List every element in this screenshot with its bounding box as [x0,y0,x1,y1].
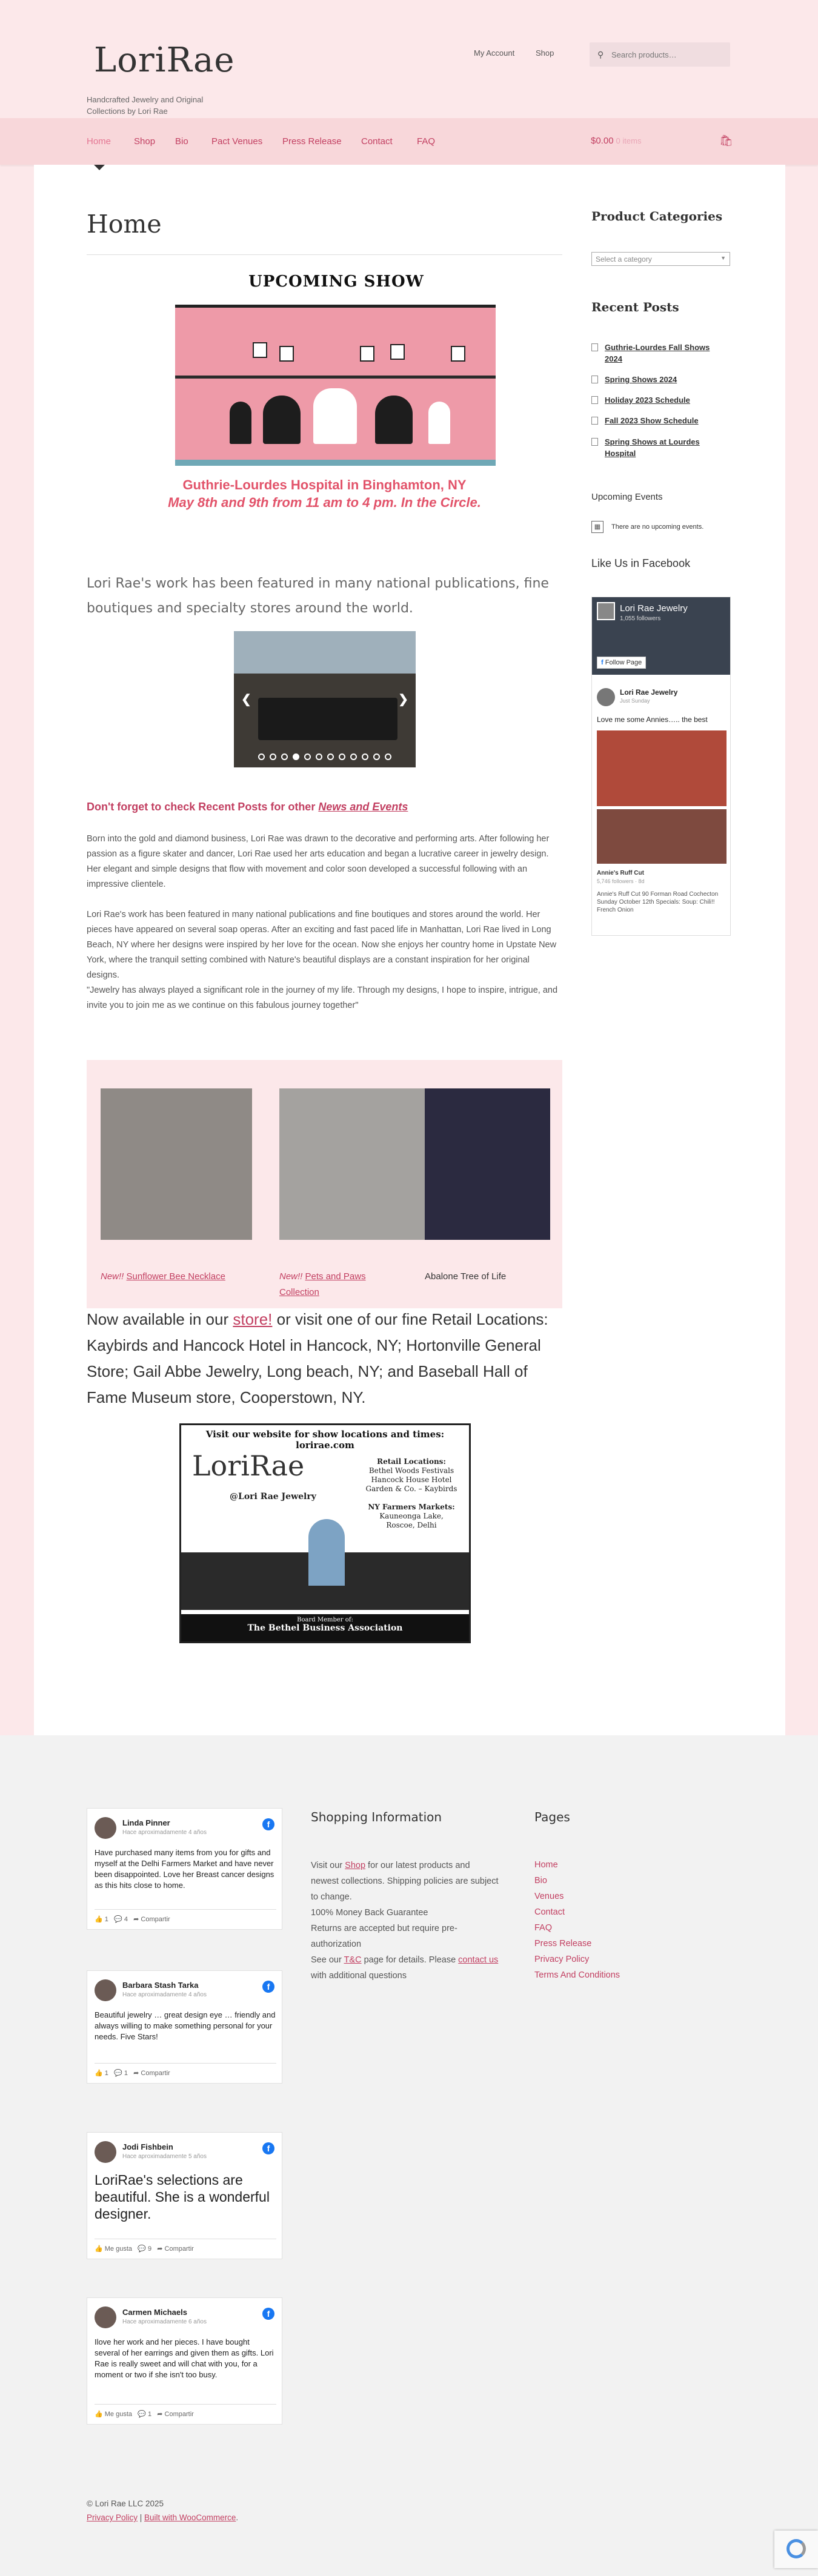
fb-shared-name: Annie's Ruff Cut [597,870,644,876]
review-name[interactable]: Linda Pinner [122,1818,170,1827]
flyer-retail-heading: Retail Locations: [377,1457,446,1466]
avatar [95,2306,116,2328]
search-icon: ⚲ [597,50,604,59]
search-input[interactable] [590,42,730,67]
like-button[interactable]: Me gusta [104,2245,133,2253]
basket-icon[interactable]: 🛍 [719,134,733,147]
product-image-sunflower[interactable] [101,1088,252,1240]
like-count[interactable]: 1 [104,1916,108,1923]
event-dates: May 8th and 9th from 11 am to 4 pm. In the Circle. [168,495,481,510]
shop-info-text: for our latest products and newest collections. Shipping policies are subject to change. [311,1861,499,1902]
bio-paragraph-1: Born into the gold and diamond business, Lori Rae was drawn to the decorative and performing arts. After following her passion as a figure skater and dancer, Lori Rae used her arts education and began a lucrative career in jewelry design. Her elegant and simple designs that flow with movement and color soon developed a successful following with an impressive clientele. [87,834,550,889]
post-icon [591,438,598,446]
pages-title: Pages [534,1810,570,1824]
like-button[interactable]: Me gusta [104,2411,133,2418]
lead-paragraph: Lori Rae's work has been featured in many national publications, fine boutiques and specialty stores around the world. [87,576,549,616]
retail-list: or visit one of our fine Retail Locations: Kaybirds and Hancock Hotel in Hancock, NY; Hortonville General Store; Gail Abbe Jewelry, Long beach, NY; and Baseball Hall of Fame Museum store, Cooperstown, NY. [87,1310,548,1406]
site-logo[interactable]: LoriRae [94,41,235,80]
footer-link-privacy[interactable]: Privacy Policy [534,1955,590,1964]
facebook-title: Like Us in Facebook [591,557,691,569]
facebook-icon[interactable]: f [262,1981,274,1993]
share-button[interactable]: Compartir [141,2070,170,2077]
title-divider [87,254,562,255]
post-icon [591,417,598,425]
review-card [87,2297,282,2425]
share-button[interactable]: Compartir [164,2411,194,2418]
product-caption-3: Abalone Tree of Life [425,1271,507,1282]
cart-total: $0.00 [591,136,614,146]
facebook-icon: f [601,659,605,666]
bio-paragraph-2: Lori Rae's work has been featured in many national publications and fine boutiques and stores around the world. Her pieces have appeared on several soap operas. After an exciting and fast paced life in Manhattan, Lori Rae lived in Long Beach, NY where her designs were inspired by her love for the ocean. Now she enjoys her country home in Upstate New York, where the tranquil setting combined with Nature's beautiful displays are a constant inspiration for her original designs. [87,910,557,980]
privacy-policy-link[interactable]: Privacy Policy [87,2513,138,2522]
category-select-value: Select a category [596,255,652,263]
post-icon [591,343,598,351]
my-account-link[interactable]: My Account [474,48,515,58]
avatar [95,1817,116,1839]
flyer-handle: @Lori Rae Jewelry [230,1492,316,1502]
footer-link-terms[interactable]: Terms And Conditions [534,1970,620,1980]
facebook-icon[interactable]: f [262,2308,274,2320]
avatar [95,1979,116,2001]
shopping-info-title: Shopping Information [311,1810,442,1824]
upcoming-events-title: Upcoming Events [591,492,663,502]
review-actions: 👍 1 💬 1 ➦ Compartir [95,2063,276,2077]
copyright [87,2497,238,2525]
review-name[interactable]: Carmen Michaels [122,2308,187,2317]
review-name[interactable]: Barbara Stash Tarka [122,1981,199,1990]
recent-post-link[interactable]: Holiday 2023 Schedule [605,396,690,405]
post-icon [591,396,598,404]
product-caption-2 [279,1269,376,1300]
promo-flyer [179,1423,471,1643]
separator: | [138,2513,145,2522]
category-select[interactable] [591,252,730,266]
footer-link-venues[interactable]: Venues [534,1892,564,1901]
shop-top-link[interactable]: Shop [536,48,554,58]
recent-post-link[interactable]: Fall 2023 Show Schedule [605,416,699,425]
review-card [87,1808,282,1930]
returns-text: Returns are accepted but require pre-authorization [311,1924,457,1949]
recent-posts-note-text: Don't forget to check Recent Posts for other [87,801,319,813]
review-actions: 👍 Me gusta 💬 9 ➦ Compartir [95,2239,276,2253]
shop-info-text: page for details. Please [361,1955,459,1965]
comment-count[interactable]: 4 [124,1916,128,1923]
fb-followers: 1,055 followers [620,615,661,622]
product-image-pets[interactable] [279,1088,431,1240]
recent-posts-note [87,801,408,813]
product-categories-title: Product Categories [591,209,723,223]
upcoming-show-poster [175,305,496,466]
nav-bio[interactable]: Bio [175,136,188,147]
fb-follow-label: Follow Page [605,659,642,666]
page-title: Home [87,210,162,239]
footer-link-faq[interactable]: FAQ [534,1923,553,1933]
photo-slider[interactable] [234,631,416,767]
review-date: Hace aproximadamente 4 años [122,1992,207,1998]
fb-poster: Lori Rae Jewelry [620,688,678,697]
guarantee-text: 100% Money Back Guarantee [311,1908,428,1918]
comment-count[interactable]: 1 [147,2411,152,2418]
recaptcha-badge[interactable] [774,2531,818,2568]
review-card [87,2132,282,2259]
shop-info-text: See our [311,1955,344,1965]
review-date: Hace aproximadamente 6 años [122,2319,207,2325]
retail-intro: Now available in our [87,1310,233,1328]
contact-us-link[interactable]: contact us [458,1955,499,1965]
flyer-association: The Bethel Business Association [247,1623,403,1633]
recent-post-link[interactable]: Spring Shows at Lourdes Hospital [605,437,700,458]
nav-pact-venues[interactable]: Pact Venues [211,136,263,147]
like-count[interactable]: 1 [104,2070,108,2077]
review-date: Hace aproximadamente 5 años [122,2153,207,2160]
review-text: Have purchased many items from you for gifts and myself at the Delhi Farmers Market and have never been disappointed. Love her Breast cancer designs as this hits close to home. [95,1848,274,1890]
share-button[interactable]: Compartir [141,1916,170,1923]
review-name[interactable]: Jodi Fishbein [122,2142,173,2151]
review-text: Ilove her work and her pieces. I have bought several of her earrings and given them as gifts. Lori Rae is really sweet and will chat with you, for a moment or two if she isn't too busy. [95,2337,274,2379]
recent-post-link[interactable]: Spring Shows 2024 [605,375,677,384]
shopping-info-text [311,1858,499,1984]
flyer-website: Visit our website for show locations and times: lorirae.com [205,1429,445,1451]
flyer-markets: Kauneonga Lake, Roscoe, Delhi [379,1512,444,1529]
slider-prev-icon[interactable]: ❮ [241,693,251,706]
product-link-pets[interactable]: Pets and Paws Collection [279,1271,366,1297]
event-details [87,476,562,511]
woocommerce-link[interactable]: Built with WooCommerce [144,2513,236,2522]
period: . [236,2513,239,2522]
chevron-down-icon: ▼ [720,255,726,261]
flyer-markets-heading: NY Farmers Markets: [368,1503,455,1511]
avatar [95,2141,116,2163]
comment-count[interactable]: 9 [147,2245,152,2253]
fb-shared-text: Annie's Ruff Cut 90 Forman Road Cochecton Sunday October 12th Specials: Soup: Chili!! French Onion [597,891,719,913]
facebook-icon[interactable]: f [262,2142,274,2154]
fb-time: Just Sunday [620,698,650,704]
nav-home[interactable]: Home [87,136,111,147]
retail-locations [87,1306,562,1411]
footer-shop-link[interactable]: Shop [345,1861,366,1870]
nav-press-release[interactable]: Press Release [282,136,342,147]
designer-quote: "Jewelry has always played a significant role in the journey of my life. Through my designs, I hope to inspire, intrigue, and invite you to join me as we continue on this fabulous journey together" [87,985,558,1010]
tc-link[interactable]: T&C [344,1955,362,1965]
shop-info-text: with additional questions [311,1971,407,1981]
review-text: Beautiful jewelry … great design eye … friendly and always willing to make something personal for your needs. Five Stars! [95,2010,276,2041]
footer-link-bio[interactable]: Bio [534,1876,547,1886]
post-icon [591,376,598,383]
avatar [597,688,615,706]
new-badge: New!! [101,1271,127,1282]
cart-link[interactable] [591,136,641,146]
footer-link-contact[interactable]: Contact [534,1907,565,1917]
nav-shop[interactable]: Shop [134,136,156,147]
product-caption-1 [101,1269,225,1285]
search-placeholder: Search products… [611,50,677,59]
active-nav-indicator [94,165,105,170]
review-actions: 👍 Me gusta 💬 1 ➦ Compartir [95,2404,276,2418]
store-link[interactable]: store! [233,1310,273,1328]
review-actions: 👍 1 💬 4 ➦ Compartir [95,1909,276,1923]
comment-count[interactable]: 1 [124,2070,128,2077]
facebook-widget[interactable] [591,597,731,936]
flyer-logo: LoriRae [192,1449,305,1482]
upcoming-show-heading: UPCOMING SHOW [248,273,424,291]
recent-posts-title: Recent Posts [591,300,679,314]
calendar-icon: ▦ [591,521,604,533]
nav-contact[interactable]: Contact [361,136,393,147]
primary-nav [0,118,818,165]
event-location: Guthrie-Lourdes Hospital in Binghamton, NY [182,477,467,492]
shop-info-text: Visit our [311,1861,345,1870]
review-card [87,1970,282,2084]
nav-faq[interactable]: FAQ [417,136,436,147]
footer-link-press[interactable]: Press Release [534,1939,592,1949]
product-link-sunflower[interactable]: Sunflower Bee Necklace [126,1271,225,1282]
no-events-text: There are no upcoming events. [611,523,704,531]
facebook-icon[interactable]: f [262,1818,274,1830]
flyer-retail: Bethel Woods Festivals Hancock House Hotel Garden & Co. – Kaybirds [365,1466,457,1493]
fb-shared-meta: 5,746 followers · 8d [597,878,645,884]
fb-post-text: Love me some Annies….. the best [597,715,708,724]
recaptcha-icon [786,2539,806,2558]
slider-dots[interactable] [240,752,410,761]
recent-post-link[interactable]: Guthrie-Lourdes Fall Shows 2024 [605,343,710,363]
cart-count: 0 items [616,136,642,145]
fb-page-name[interactable]: Lori Rae Jewelry [620,603,688,614]
news-events-link[interactable]: News and Events [318,801,408,813]
copyright-text: © Lori Rae LLC 2025 [87,2499,164,2508]
share-button[interactable]: Compartir [164,2245,194,2253]
review-text: LoriRae's selections are beautiful. She is a wonderful designer. [95,2172,270,2222]
flyer-member: Board Member of: [297,1617,353,1623]
product-image-abalone[interactable] [425,1088,550,1240]
site-tagline: Handcrafted Jewelry and Original Collections by Lori Rae [87,95,204,116]
fb-follow-button[interactable] [597,657,646,669]
slider-next-icon[interactable]: ❯ [398,693,408,706]
new-badge: New!! [279,1271,305,1282]
review-date: Hace aproximadamente 4 años [122,1829,207,1836]
footer-link-home[interactable]: Home [534,1860,558,1870]
